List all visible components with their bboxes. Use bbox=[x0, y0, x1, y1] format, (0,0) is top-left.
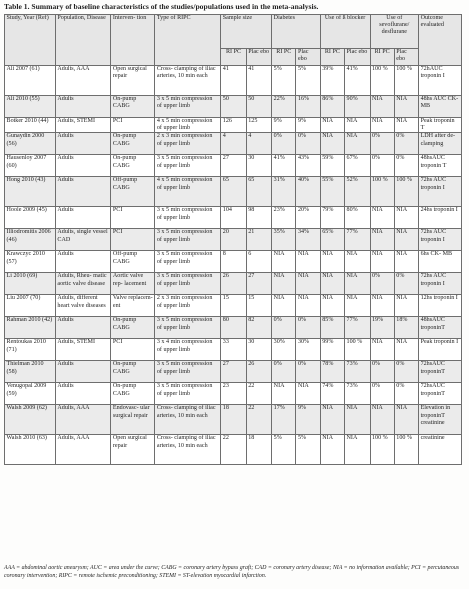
sevoflurane-ripc-cell: 100 % bbox=[370, 177, 394, 207]
table-row bbox=[5, 177, 462, 207]
table-row bbox=[5, 251, 462, 273]
table-row bbox=[5, 317, 462, 339]
beta-blocker-placebo-cell: 80% bbox=[345, 207, 370, 229]
sevoflurane-placebo-cell: NIA bbox=[394, 229, 418, 251]
diabetes-ripc-cell: NIA bbox=[272, 295, 296, 317]
header-study: Study, Year (Ref) bbox=[5, 15, 56, 66]
population-cell: Adults bbox=[55, 383, 111, 405]
diabetes-ripc-cell: 17% bbox=[272, 405, 296, 435]
sevoflurane-placebo-cell: NIA bbox=[394, 339, 418, 361]
sample-placebo-cell: 6 bbox=[246, 251, 271, 273]
study-cell: Thielman 2010 (58) bbox=[5, 361, 56, 383]
table-footnote: AAA = abdominal aortic aneurysm; AUC = area under the curve; CABG = coronary artery bypass graft; CAD = coronary artery disease; NIA = no information available; PCI = percutaneous coronary intervention; RIPC = remote ischemic preconditioning; STEMI = ST-elevation myocardial infarction. bbox=[4, 565, 460, 579]
intervention-cell: PCI bbox=[111, 229, 155, 251]
table-row bbox=[5, 295, 462, 317]
diabetes-placebo-cell: 0% bbox=[296, 361, 320, 383]
intervention-cell: On-pump CABG bbox=[111, 133, 155, 155]
sevoflurane-placebo-cell: 0% bbox=[394, 273, 418, 295]
diabetes-placebo-cell: 30% bbox=[296, 339, 320, 361]
intervention-cell: On-pump CABG bbox=[111, 383, 155, 405]
ripc-type-cell: Cross- clamping of iliac arteries, 10 min each bbox=[155, 66, 221, 96]
beta-blocker-ripc-cell: NIA bbox=[320, 133, 344, 155]
beta-blocker-placebo-cell: 77% bbox=[345, 229, 370, 251]
study-cell: Hong 2010 (43) bbox=[5, 177, 56, 207]
beta-blocker-placebo-cell: 73% bbox=[345, 383, 370, 405]
sample-ripc-cell: 4 bbox=[221, 133, 246, 155]
study-cell: Li 2010 (69) bbox=[5, 273, 56, 295]
table-row bbox=[5, 155, 462, 177]
population-cell: Adults bbox=[55, 207, 111, 229]
population-cell: Adults, STEMI bbox=[55, 118, 111, 133]
outcome-cell: 72hsAUC troponinT bbox=[419, 361, 462, 383]
diabetes-placebo-cell: 9% bbox=[296, 118, 320, 133]
outcome-cell: 12hs troponin I bbox=[419, 295, 462, 317]
sevoflurane-ripc-cell: 0% bbox=[370, 273, 394, 295]
sample-placebo-cell: 15 bbox=[246, 295, 271, 317]
beta-blocker-placebo-cell: 90% bbox=[345, 96, 370, 118]
beta-blocker-placebo-cell: 77% bbox=[345, 317, 370, 339]
diabetes-ripc-cell: 31% bbox=[272, 177, 296, 207]
population-cell: Adults bbox=[55, 251, 111, 273]
outcome-cell: creatinine bbox=[419, 435, 462, 465]
sevoflurane-ripc-cell: 0% bbox=[370, 155, 394, 177]
study-cell: Ali 2010 (55) bbox=[5, 96, 56, 118]
sample-ripc-cell: 50 bbox=[221, 96, 246, 118]
sevoflurane-placebo-cell: NIA bbox=[394, 405, 418, 435]
intervention-cell: Off-pump CABG bbox=[111, 251, 155, 273]
study-cell: Liu 2007 (70) bbox=[5, 295, 56, 317]
beta-blocker-placebo-cell: NIA bbox=[345, 133, 370, 155]
study-cell: Venugopal 2009 (59) bbox=[5, 383, 56, 405]
outcome-cell: 72hAUC troponin I bbox=[419, 66, 462, 96]
beta-blocker-ripc-cell: 65% bbox=[320, 229, 344, 251]
header-ripc-type: Type of RIPC bbox=[155, 15, 221, 66]
baseline-characteristics-table bbox=[4, 14, 462, 465]
header-population: Population, Disease bbox=[55, 15, 111, 66]
sample-placebo-cell: 4 bbox=[246, 133, 271, 155]
sevoflurane-placebo-cell: NIA bbox=[394, 295, 418, 317]
beta-blocker-placebo-cell: NIA bbox=[345, 273, 370, 295]
beta-blocker-ripc-cell: 59% bbox=[320, 155, 344, 177]
outcome-cell: 6hs CK- MB bbox=[419, 251, 462, 273]
subheader-placebo: Plac ebo bbox=[345, 49, 370, 66]
ripc-type-cell: 3 x 5 min compression of upper limb bbox=[155, 361, 221, 383]
diabetes-ripc-cell: NIA bbox=[272, 273, 296, 295]
table-row bbox=[5, 361, 462, 383]
intervention-cell: PCI bbox=[111, 339, 155, 361]
ripc-type-cell: 4 x 5 min compression of upper limb bbox=[155, 177, 221, 207]
beta-blocker-placebo-cell: 67% bbox=[345, 155, 370, 177]
sevoflurane-placebo-cell: 0% bbox=[394, 155, 418, 177]
sample-ripc-cell: 33 bbox=[221, 339, 246, 361]
beta-blocker-ripc-cell: NIA bbox=[320, 405, 344, 435]
population-cell: Adults, AAA bbox=[55, 405, 111, 435]
intervention-cell: PCI bbox=[111, 118, 155, 133]
sample-placebo-cell: 125 bbox=[246, 118, 271, 133]
population-cell: Adults bbox=[55, 177, 111, 207]
population-cell: Adults, STEMI bbox=[55, 339, 111, 361]
population-cell: Adults bbox=[55, 96, 111, 118]
sevoflurane-ripc-cell: NIA bbox=[370, 251, 394, 273]
diabetes-placebo-cell: 9% bbox=[296, 405, 320, 435]
sample-ripc-cell: 20 bbox=[221, 229, 246, 251]
table-row bbox=[5, 405, 462, 435]
table-row bbox=[5, 435, 462, 465]
population-cell: Adults, single vessel CAD bbox=[55, 229, 111, 251]
population-cell: Adults, different heart valve diseases bbox=[55, 295, 111, 317]
beta-blocker-ripc-cell: NIA bbox=[320, 435, 344, 465]
sample-ripc-cell: 26 bbox=[221, 273, 246, 295]
sevoflurane-placebo-cell: 0% bbox=[394, 383, 418, 405]
sample-ripc-cell: 18 bbox=[221, 405, 246, 435]
ripc-type-cell: 3 x 5 min compression of upper limb bbox=[155, 317, 221, 339]
table-row bbox=[5, 118, 462, 133]
diabetes-placebo-cell: NIA bbox=[296, 295, 320, 317]
header-sample-size: Sample size bbox=[221, 15, 272, 49]
intervention-cell: Open surgical repair bbox=[111, 66, 155, 96]
study-cell: Rahman 2010 (42) bbox=[5, 317, 56, 339]
ripc-type-cell: 3 x 5 min compression of upper limb bbox=[155, 229, 221, 251]
intervention-cell: PCI bbox=[111, 207, 155, 229]
outcome-cell: Elevation in troponinT creatinine bbox=[419, 405, 462, 435]
outcome-cell: Peak troponin I bbox=[419, 339, 462, 361]
sevoflurane-ripc-cell: 0% bbox=[370, 383, 394, 405]
diabetes-placebo-cell: 34% bbox=[296, 229, 320, 251]
header-intervention: Interven- tion bbox=[111, 15, 155, 66]
beta-blocker-placebo-cell: NIA bbox=[345, 251, 370, 273]
diabetes-placebo-cell: NIA bbox=[296, 383, 320, 405]
sevoflurane-ripc-cell: NIA bbox=[370, 339, 394, 361]
outcome-cell: 48hsAUC troponinT bbox=[419, 317, 462, 339]
sample-placebo-cell: 22 bbox=[246, 405, 271, 435]
sevoflurane-placebo-cell: 100 % bbox=[394, 177, 418, 207]
sample-placebo-cell: 22 bbox=[246, 383, 271, 405]
subheader-ripc: RI PC bbox=[272, 49, 296, 66]
sample-ripc-cell: 23 bbox=[221, 383, 246, 405]
study-cell: Walsh 2009 (62) bbox=[5, 405, 56, 435]
sevoflurane-placebo-cell: 0% bbox=[394, 133, 418, 155]
sevoflurane-ripc-cell: 100 % bbox=[370, 66, 394, 96]
population-cell: Adults, AAA bbox=[55, 66, 111, 96]
ripc-type-cell: 3 x 5 min compression of upper limb bbox=[155, 155, 221, 177]
study-cell: Krawczyc 2010 (57) bbox=[5, 251, 56, 273]
intervention-cell: Off-pump CABG bbox=[111, 177, 155, 207]
diabetes-ripc-cell: 30% bbox=[272, 339, 296, 361]
table-row bbox=[5, 96, 462, 118]
beta-blocker-placebo-cell: NIA bbox=[345, 118, 370, 133]
outcome-cell: 24hs troponin I bbox=[419, 207, 462, 229]
sample-ripc-cell: 126 bbox=[221, 118, 246, 133]
diabetes-ripc-cell: 0% bbox=[272, 361, 296, 383]
beta-blocker-placebo-cell: NIA bbox=[345, 405, 370, 435]
diabetes-placebo-cell: 20% bbox=[296, 207, 320, 229]
beta-blocker-placebo-cell: 52% bbox=[345, 177, 370, 207]
sample-placebo-cell: 30 bbox=[246, 339, 271, 361]
sevoflurane-ripc-cell: 0% bbox=[370, 361, 394, 383]
table-row bbox=[5, 229, 462, 251]
beta-blocker-ripc-cell: 85% bbox=[320, 317, 344, 339]
beta-blocker-placebo-cell: 41% bbox=[345, 66, 370, 96]
diabetes-placebo-cell: NIA bbox=[296, 273, 320, 295]
diabetes-ripc-cell: NIA bbox=[272, 383, 296, 405]
outcome-cell: 72hs AUC troponin I bbox=[419, 177, 462, 207]
study-cell: Botker 2010 (44) bbox=[5, 118, 56, 133]
beta-blocker-ripc-cell: NIA bbox=[320, 295, 344, 317]
sample-placebo-cell: 30 bbox=[246, 155, 271, 177]
sevoflurane-ripc-cell: NIA bbox=[370, 207, 394, 229]
header-beta-blocker: Use of ß blocker bbox=[320, 15, 370, 49]
table-row bbox=[5, 207, 462, 229]
sevoflurane-ripc-cell: NIA bbox=[370, 118, 394, 133]
diabetes-ripc-cell: 5% bbox=[272, 66, 296, 96]
ripc-type-cell: 3 x 5 min compression of upper limb bbox=[155, 96, 221, 118]
sample-ripc-cell: 41 bbox=[221, 66, 246, 96]
ripc-type-cell: 3 x 5 min compression of upper limb bbox=[155, 207, 221, 229]
table-row bbox=[5, 133, 462, 155]
outcome-cell: 48hsAUC troponin T bbox=[419, 155, 462, 177]
ripc-type-cell: 3 x 5 min compression of upper limb bbox=[155, 251, 221, 273]
sample-placebo-cell: 98 bbox=[246, 207, 271, 229]
subheader-ripc: RI PC bbox=[221, 49, 246, 66]
ripc-type-cell: 3 x 5 min compression of upper limb bbox=[155, 383, 221, 405]
beta-blocker-placebo-cell: 100 % bbox=[345, 339, 370, 361]
beta-blocker-ripc-cell: 99% bbox=[320, 339, 344, 361]
population-cell: Adults bbox=[55, 317, 111, 339]
outcome-cell: 72hs AUC troponin I bbox=[419, 273, 462, 295]
subheader-placebo: Plac ebo bbox=[246, 49, 271, 66]
beta-blocker-ripc-cell: 78% bbox=[320, 361, 344, 383]
sevoflurane-ripc-cell: NIA bbox=[370, 229, 394, 251]
intervention-cell: On-pump CABG bbox=[111, 96, 155, 118]
ripc-type-cell: Cross- clamping of iliac arteries, 10 min each bbox=[155, 435, 221, 465]
table-body bbox=[5, 66, 462, 465]
sevoflurane-placebo-cell: 0% bbox=[394, 361, 418, 383]
intervention-cell: Valve replacem- ent bbox=[111, 295, 155, 317]
table-row bbox=[5, 383, 462, 405]
sevoflurane-ripc-cell: NIA bbox=[370, 405, 394, 435]
study-cell: Hoole 2009 (45) bbox=[5, 207, 56, 229]
diabetes-ripc-cell: 0% bbox=[272, 317, 296, 339]
sample-placebo-cell: 21 bbox=[246, 229, 271, 251]
beta-blocker-ripc-cell: 39% bbox=[320, 66, 344, 96]
sample-placebo-cell: 50 bbox=[246, 96, 271, 118]
header-outcome: Outcome evaluated bbox=[419, 15, 462, 66]
beta-blocker-ripc-cell: NIA bbox=[320, 251, 344, 273]
study-cell: Walsh 2010 (63) bbox=[5, 435, 56, 465]
table-caption: Table 1. Summary of baseline characteristics of the studies/populations used in the meta-analysis. bbox=[4, 2, 319, 11]
header-sevoflurane: Use of sevoflurane/ desflurane bbox=[370, 15, 419, 49]
sevoflurane-placebo-cell: 18% bbox=[394, 317, 418, 339]
sample-placebo-cell: 82 bbox=[246, 317, 271, 339]
header-diabetes: Diabetes bbox=[272, 15, 321, 49]
sample-placebo-cell: 18 bbox=[246, 435, 271, 465]
diabetes-ripc-cell: 22% bbox=[272, 96, 296, 118]
diabetes-ripc-cell: 35% bbox=[272, 229, 296, 251]
sevoflurane-ripc-cell: 0% bbox=[370, 133, 394, 155]
subheader-placebo: Plac ebo bbox=[296, 49, 320, 66]
study-cell: Ali 2007 (61) bbox=[5, 66, 56, 96]
sevoflurane-ripc-cell: 19% bbox=[370, 317, 394, 339]
beta-blocker-ripc-cell: 79% bbox=[320, 207, 344, 229]
population-cell: Adults, Rheu- matic aortic valve disease bbox=[55, 273, 111, 295]
diabetes-ripc-cell: 5% bbox=[272, 435, 296, 465]
intervention-cell: Endovasc- ular surgical repair bbox=[111, 405, 155, 435]
diabetes-placebo-cell: 0% bbox=[296, 317, 320, 339]
population-cell: Adults bbox=[55, 361, 111, 383]
study-cell: Gunaydin 2000 (56) bbox=[5, 133, 56, 155]
sevoflurane-ripc-cell: 100 % bbox=[370, 435, 394, 465]
beta-blocker-ripc-cell: 86% bbox=[320, 96, 344, 118]
diabetes-ripc-cell: 23% bbox=[272, 207, 296, 229]
outcome-cell: 72hsAUC troponinT bbox=[419, 383, 462, 405]
intervention-cell: Aortic valve rep- lacement bbox=[111, 273, 155, 295]
intervention-cell: Open surgical repair bbox=[111, 435, 155, 465]
ripc-type-cell: Cross- clamping of iliac arteries, 10 min each bbox=[155, 405, 221, 435]
ripc-type-cell: 3 x 4 min compression of upper limb bbox=[155, 339, 221, 361]
diabetes-ripc-cell: 9% bbox=[272, 118, 296, 133]
sevoflurane-placebo-cell: NIA bbox=[394, 96, 418, 118]
sample-ripc-cell: 22 bbox=[221, 435, 246, 465]
diabetes-placebo-cell: NIA bbox=[296, 251, 320, 273]
table-row bbox=[5, 66, 462, 96]
intervention-cell: On-pump CABG bbox=[111, 155, 155, 177]
study-cell: Rentoukas 2010 (71) bbox=[5, 339, 56, 361]
diabetes-placebo-cell: 0% bbox=[296, 133, 320, 155]
study-cell: Hausenloy 2007 (60) bbox=[5, 155, 56, 177]
beta-blocker-ripc-cell: NIA bbox=[320, 118, 344, 133]
beta-blocker-ripc-cell: 74% bbox=[320, 383, 344, 405]
beta-blocker-placebo-cell: NIA bbox=[345, 295, 370, 317]
ripc-type-cell: 4 x 5 min compression of upper limb bbox=[155, 118, 221, 133]
beta-blocker-ripc-cell: NIA bbox=[320, 273, 344, 295]
diabetes-placebo-cell: 16% bbox=[296, 96, 320, 118]
sample-placebo-cell: 26 bbox=[246, 361, 271, 383]
sevoflurane-placebo-cell: NIA bbox=[394, 118, 418, 133]
sample-ripc-cell: 104 bbox=[221, 207, 246, 229]
sevoflurane-placebo-cell: NIA bbox=[394, 207, 418, 229]
population-cell: Adults bbox=[55, 133, 111, 155]
population-cell: Adults, AAA bbox=[55, 435, 111, 465]
outcome-cell: LDH after de- clamping bbox=[419, 133, 462, 155]
beta-blocker-ripc-cell: 55% bbox=[320, 177, 344, 207]
sevoflurane-placebo-cell: 100 % bbox=[394, 66, 418, 96]
intervention-cell: On-pump CABG bbox=[111, 361, 155, 383]
sevoflurane-ripc-cell: NIA bbox=[370, 96, 394, 118]
outcome-cell: Peak troponin T bbox=[419, 118, 462, 133]
subheader-placebo: Plac ebo bbox=[394, 49, 418, 66]
diabetes-placebo-cell: 5% bbox=[296, 66, 320, 96]
intervention-cell: On-pump CABG bbox=[111, 317, 155, 339]
sample-ripc-cell: 80 bbox=[221, 317, 246, 339]
ripc-type-cell: 2 x 3 min compression of upper limb bbox=[155, 295, 221, 317]
diabetes-ripc-cell: 0% bbox=[272, 133, 296, 155]
ripc-type-cell: 3 x 5 min compression of upper limb bbox=[155, 273, 221, 295]
sample-placebo-cell: 65 bbox=[246, 177, 271, 207]
sample-ripc-cell: 8 bbox=[221, 251, 246, 273]
diabetes-ripc-cell: 41% bbox=[272, 155, 296, 177]
subheader-ripc: RI PC bbox=[370, 49, 394, 66]
diabetes-ripc-cell: NIA bbox=[272, 251, 296, 273]
sample-placebo-cell: 27 bbox=[246, 273, 271, 295]
sevoflurane-placebo-cell: NIA bbox=[394, 251, 418, 273]
table-row bbox=[5, 273, 462, 295]
beta-blocker-placebo-cell: NIA bbox=[345, 435, 370, 465]
sample-placebo-cell: 41 bbox=[246, 66, 271, 96]
ripc-type-cell: 2 x 3 min compression of upper limb bbox=[155, 133, 221, 155]
population-cell: Adults bbox=[55, 155, 111, 177]
sevoflurane-ripc-cell: NIA bbox=[370, 295, 394, 317]
sample-ripc-cell: 65 bbox=[221, 177, 246, 207]
sevoflurane-placebo-cell: 100 % bbox=[394, 435, 418, 465]
beta-blocker-placebo-cell: 73% bbox=[345, 361, 370, 383]
outcome-cell: 72hs AUC troponin I bbox=[419, 229, 462, 251]
diabetes-placebo-cell: 40% bbox=[296, 177, 320, 207]
subheader-ripc: RI PC bbox=[320, 49, 344, 66]
diabetes-placebo-cell: 5% bbox=[296, 435, 320, 465]
sample-ripc-cell: 15 bbox=[221, 295, 246, 317]
outcome-cell: 48hs AUC CK-MB bbox=[419, 96, 462, 118]
sample-ripc-cell: 27 bbox=[221, 361, 246, 383]
sample-ripc-cell: 27 bbox=[221, 155, 246, 177]
table-row bbox=[5, 339, 462, 361]
diabetes-placebo-cell: 43% bbox=[296, 155, 320, 177]
study-cell: Illiodromitis 2006 (46) bbox=[5, 229, 56, 251]
